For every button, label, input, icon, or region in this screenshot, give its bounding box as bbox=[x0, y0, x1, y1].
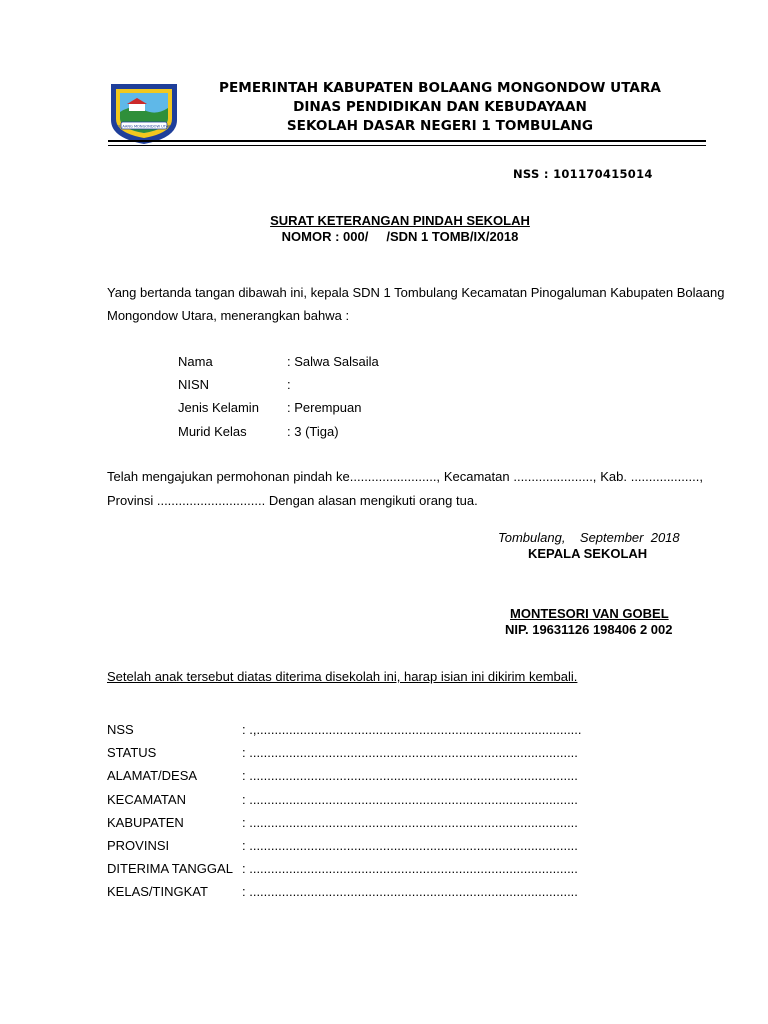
form-regency-label: KABUPATEN bbox=[107, 815, 184, 830]
signature-position: KEPALA SEKOLAH bbox=[528, 546, 648, 561]
signature-name: MONTESORI VAN GOBEL bbox=[510, 606, 669, 621]
form-address-label: ALAMAT/DESA bbox=[107, 768, 198, 783]
student-gender-label: Jenis Kelamin bbox=[178, 400, 259, 415]
header-school: SEKOLAH DASAR NEGERI 1 TOMBULANG bbox=[286, 118, 594, 134]
form-district-field: : ........................................................................................... bbox=[242, 792, 578, 807]
form-address-field: : ........................................................................................... bbox=[242, 768, 578, 783]
form-received-date-label: DITERIMA TANGGAL bbox=[107, 861, 233, 876]
form-received-date-field: : ........................................................................................... bbox=[242, 861, 578, 876]
request-word: Kecamatan bbox=[443, 469, 510, 484]
request-word: ..................., bbox=[630, 469, 703, 484]
student-nisn-value: : bbox=[287, 377, 291, 392]
form-status-label: STATUS bbox=[107, 745, 157, 760]
letter-number: NOMOR : 000/ /SDN 1 TOMB/IX/2018 bbox=[281, 229, 519, 244]
form-regency-field: : ........................................................................................... bbox=[242, 815, 578, 830]
return-note: Setelah anak tersebut diatas diterima disekolah ini, harap isian ini dikirim kembali. bbox=[107, 669, 578, 684]
request-word: permohonan bbox=[216, 469, 290, 484]
student-name-label: Nama bbox=[178, 354, 213, 369]
form-status-field: : ........................................................................................... bbox=[242, 745, 578, 760]
request-word: pindah bbox=[293, 469, 333, 484]
form-district-label: KECAMATAN bbox=[107, 792, 186, 807]
header-divider-thin bbox=[108, 145, 706, 146]
form-class-label: KELAS/TINGKAT bbox=[107, 884, 208, 899]
form-class-field: : ........................................................................................... bbox=[242, 884, 578, 899]
header-divider-thick bbox=[108, 140, 706, 142]
form-nss-field: : .,.......................................................................................... bbox=[242, 722, 582, 737]
intro-line-2: Mongondow Utara, menerangkan bahwa : bbox=[107, 308, 350, 323]
student-gender-value: : Perempuan bbox=[287, 400, 362, 415]
request-word: Telah bbox=[107, 469, 139, 484]
school-nss: NSS : 101170415014 bbox=[513, 167, 653, 181]
student-class-value: : 3 (Tiga) bbox=[287, 424, 339, 439]
form-province-field: : ........................................................................................... bbox=[242, 838, 578, 853]
form-province-label: PROVINSI bbox=[107, 838, 170, 853]
student-nisn-label: NISN bbox=[178, 377, 210, 392]
school-logo bbox=[107, 80, 181, 146]
request-word: mengajukan bbox=[141, 469, 213, 484]
header-department: DINAS PENDIDIKAN DAN KEBUDAYAAN bbox=[293, 99, 587, 115]
form-nss-label: NSS bbox=[107, 722, 134, 737]
request-line-2: Provinsi .............................. Dengan alasan mengikuti orang tua. bbox=[107, 493, 478, 508]
request-line-1 bbox=[107, 469, 703, 484]
request-word: ......................, bbox=[513, 469, 597, 484]
request-word: Kab. bbox=[600, 469, 627, 484]
request-word: ke........................, bbox=[336, 469, 441, 484]
header-government: PEMERINTAH KABUPATEN BOLAANG MONGONDOW UTARA bbox=[219, 80, 661, 96]
student-name-value: : Salwa Salsaila bbox=[287, 354, 379, 369]
letter-title: SURAT KETERANGAN PINDAH SEKOLAH bbox=[270, 213, 530, 228]
intro-line-1: Yang bertanda tangan dibawah ini, kepala SDN 1 Tombulang Kecamatan Pinogaluman Kabupaten Bolaang bbox=[107, 285, 725, 300]
signature-nip: NIP. 19631126 198406 2 002 bbox=[505, 622, 673, 637]
student-class-label: Murid Kelas bbox=[178, 424, 247, 439]
signature-place-date: Tombulang, September 2018 bbox=[498, 530, 680, 545]
logo-caption: BOLAANG MONGONDOW UTARA bbox=[115, 124, 173, 129]
